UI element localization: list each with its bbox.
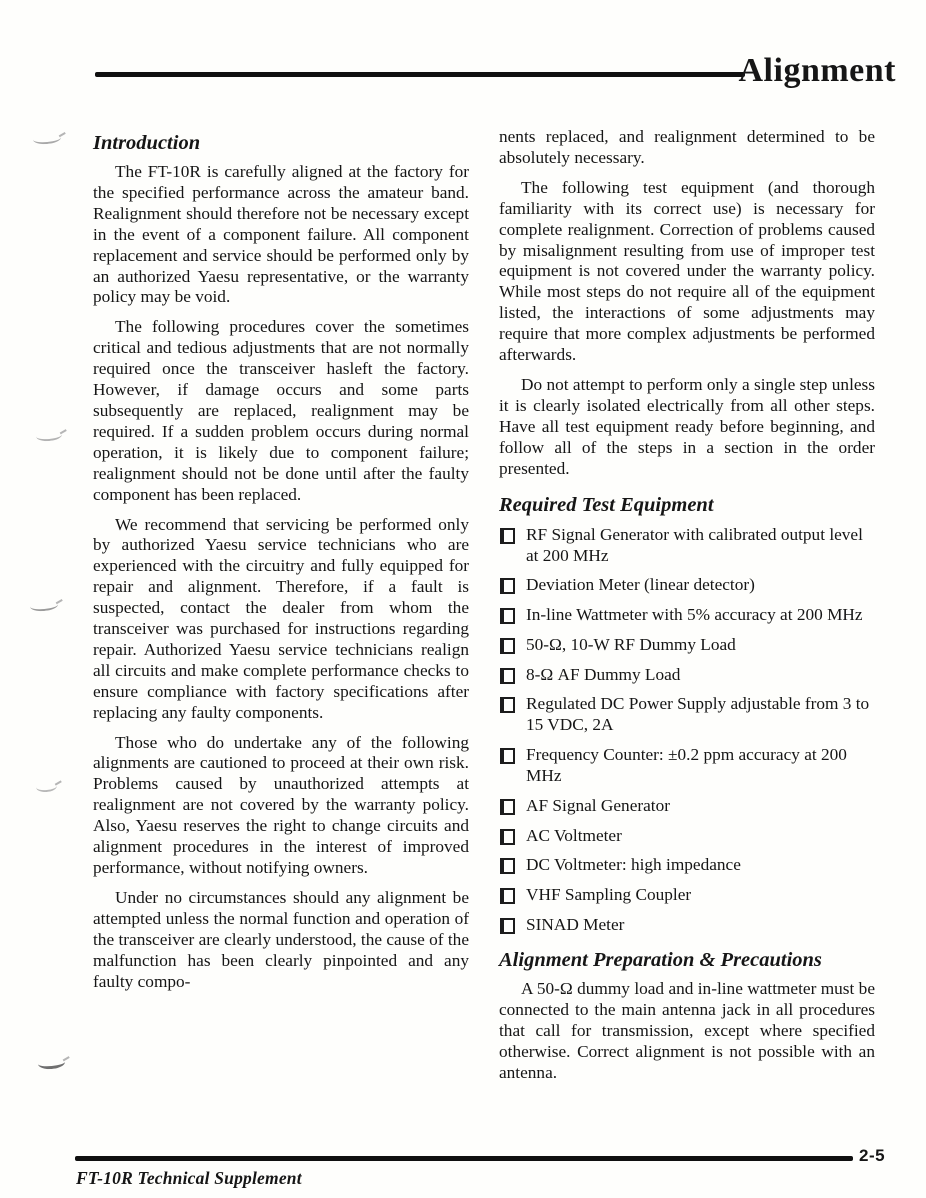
- section-heading-required-test-equipment: Required Test Equipment: [499, 493, 714, 516]
- checkbox-icon: [500, 578, 515, 594]
- list-item-label: 8-Ω AF Dummy Load: [526, 664, 681, 684]
- body-paragraph: Those who do undertake any of the following alignments are cautioned to proceed at their own risk. Problems caused by unauthorized attempts at realignment are not covered by the warranty policy. Also, Yaesu reserves the right to change circuits and alignment procedures in the interest of improved performance, without notifying owners.: [93, 732, 469, 877]
- checkbox-icon: [500, 668, 515, 684]
- list-item: [499, 884, 875, 905]
- list-item: [499, 664, 875, 685]
- checkbox-icon: [500, 697, 515, 713]
- checkbox-icon: [500, 528, 515, 544]
- list-item-label: 50-Ω, 10-W RF Dummy Load: [526, 634, 736, 654]
- body-paragraph: The following procedures cover the sometimes critical and tedious adjustments that are not normally required once the transceiver hasleft the factory. However, if damage occurs and some parts subsequently are replaced, realignment may be required. If a sudden problem occurs during normal operation, it is likely due to component failure; realignment should not be done until after the faulty component has been replaced.: [93, 317, 469, 504]
- left-column: [93, 127, 469, 1093]
- body-paragraph: The following test equipment (and thorough familiarity with its correct use) is necessary for complete realignment. Correction of problems caused by misalignment resulting from use of improper test equipment is not covered under the warranty policy. While most steps do not require all of the equipment listed, the interactions of some adjustments may require that more complex adjustments be performed afterwards.: [499, 177, 875, 365]
- header-rule: [95, 72, 745, 77]
- pencil-mark: [36, 780, 58, 793]
- list-item-label: Regulated DC Power Supply adjustable from 3 to 15 VDC, 2A: [526, 694, 870, 735]
- list-item-label: VHF Sampling Coupler: [526, 885, 692, 905]
- checkbox-icon: [500, 748, 515, 764]
- section-heading-introduction: Introduction: [93, 132, 201, 154]
- body-paragraph: A 50-Ω dummy load and in-line wattmeter must be connected to the main antenna jack in all procedures that call for transmission, except where specified otherwise. Correct alignment is not possible with an antenna.: [499, 979, 875, 1082]
- footer-rule: [75, 1156, 853, 1161]
- list-item: [499, 825, 875, 846]
- body-paragraph: Under no circumstances should any alignment be attempted unless the normal function and operation of the transceiver are clearly understood, the cause of the malfunction has been clearly pinpointed and any faulty compo-: [93, 887, 469, 991]
- checkbox-icon: [500, 918, 515, 934]
- list-item: [499, 744, 875, 786]
- checkbox-icon: [500, 799, 515, 815]
- section-heading-alignment-preparation: Alignment Preparation & Precautions: [499, 949, 822, 972]
- footer-document-title: FT-10R Technical Supplement: [76, 1168, 302, 1188]
- body-paragraph: The FT-10R is carefully aligned at the factory for the specified performance across the amateur band. Realignment should therefore not be necessary except in the event of a component failure. All component replacement and service should be performed only by an authorized Yaesu representative, or the warranty policy may be void.: [93, 162, 469, 307]
- pencil-mark: [36, 429, 63, 442]
- equipment-checklist: [499, 524, 875, 936]
- page-number: 2-5: [859, 1146, 886, 1165]
- pencil-mark: [38, 1056, 66, 1070]
- list-item: [499, 524, 875, 566]
- list-item: [499, 634, 875, 655]
- list-item: [499, 693, 875, 735]
- checkbox-icon: [500, 608, 515, 624]
- body-paragraph: Do not attempt to perform only a single step unless it is clearly isolated electrically from all other steps. Have all test equipment ready before beginning, and follow all of the steps in a section in the order presented.: [499, 374, 875, 478]
- list-item-label: SINAD Meter: [526, 914, 625, 934]
- body-paragraph: nents replaced, and realignment determined to be absolutely necessary.: [499, 127, 875, 167]
- page-body: [93, 127, 875, 1093]
- page-title: Alignment: [738, 52, 896, 89]
- list-item-label: RF Signal Generator with calibrated output level at 200 MHz: [526, 524, 863, 565]
- list-item: [499, 574, 875, 595]
- checkbox-icon: [500, 888, 515, 904]
- list-item: [499, 854, 875, 875]
- list-item-label: AF Signal Generator: [526, 796, 670, 816]
- right-column: [499, 127, 875, 1093]
- body-paragraph: We recommend that servicing be performed only by authorized Yaesu service technicians who are experienced with the circuitry and fully equipped for repair and alignment. Therefore, if a fault is suspected, contact the dealer from whom the transceiver was purchased for instructions regarding repair. Authorized Yaesu service technicians realign all circuits and make complete performance checks to ensure compliance with factory specifications after replacing any faulty components.: [93, 514, 469, 722]
- checkbox-icon: [500, 858, 515, 874]
- list-item-label: DC Voltmeter: high impedance: [526, 855, 741, 875]
- pencil-mark: [33, 132, 62, 145]
- list-item: [499, 604, 875, 625]
- list-item-label: In-line Wattmeter with 5% accuracy at 200 MHz: [526, 605, 863, 625]
- pencil-mark: [30, 599, 59, 612]
- list-item-label: Frequency Counter: ±0.2 ppm accuracy at 200 MHz: [526, 745, 847, 786]
- checkbox-icon: [500, 829, 515, 845]
- list-item: [499, 795, 875, 816]
- list-item: [499, 914, 875, 935]
- list-item-label: Deviation Meter (linear detector): [526, 575, 755, 595]
- checkbox-icon: [500, 638, 515, 654]
- list-item-label: AC Voltmeter: [526, 825, 622, 845]
